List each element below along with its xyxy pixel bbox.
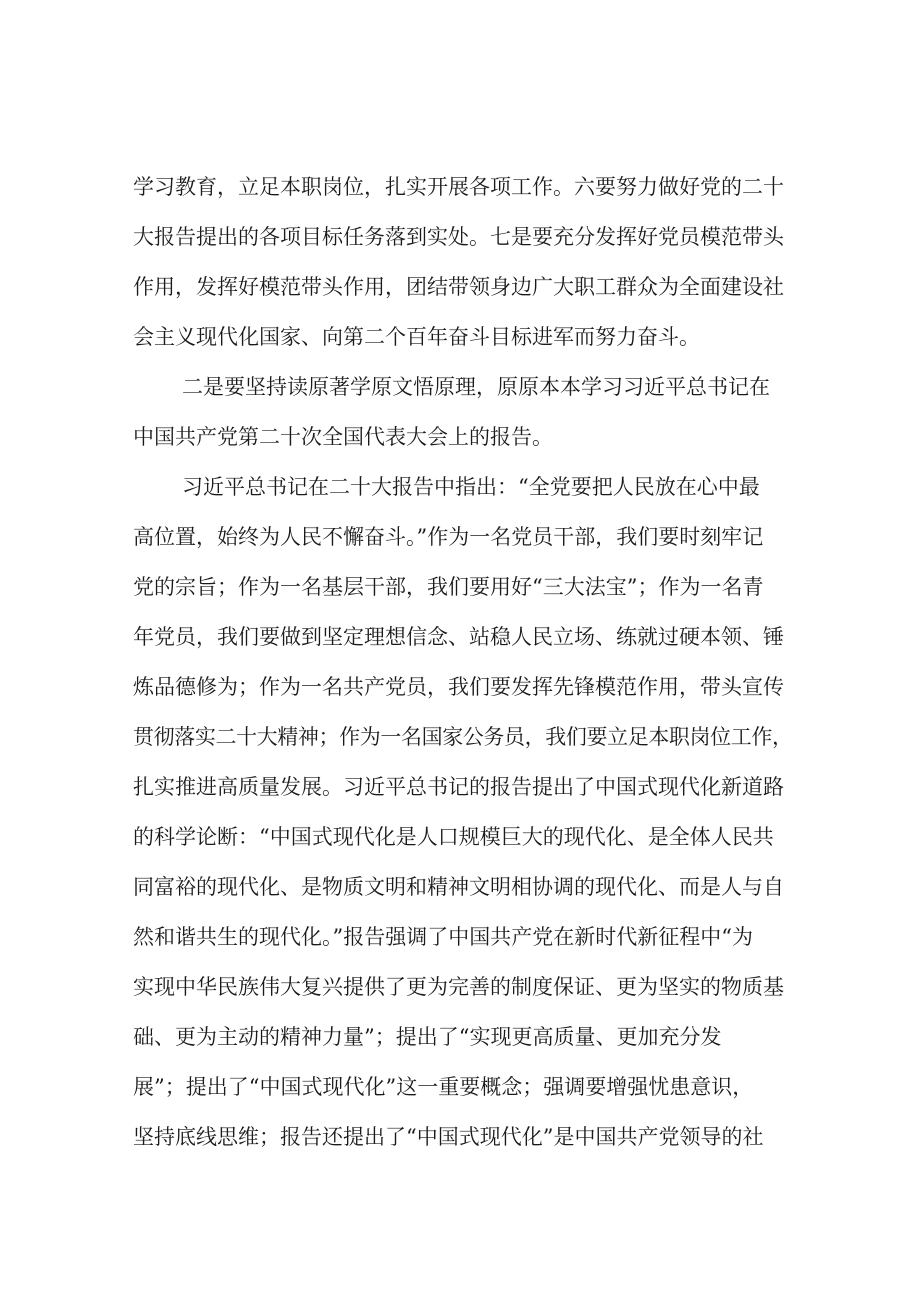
text-line: 同富裕的现代化、是物质文明和精神文明相协调的现代化、而是人与自 xyxy=(133,875,784,899)
text-line: 炼品德修为；作为一名共产党员，我们要发挥先锋模范作用，带头宣传 xyxy=(133,675,784,699)
text-line: 会主义现代化国家、向第二个百年奋斗目标进军而努力奋斗。 xyxy=(133,325,700,349)
text-line: 展”；提出了“中国式现代化”这一重要概念；强调要增强忧患意识， xyxy=(133,1075,754,1099)
text-line: 然和谐共生的现代化。”报告强调了中国共产党在新时代新征程中“为 xyxy=(133,925,753,949)
text-line: 的科学论断：“中国式现代化是人口规模巨大的现代化、是全体人民共 xyxy=(133,825,774,849)
text-line: 学习教育，立足本职岗位，扎实开展各项工作。六要努力做好党的二十 xyxy=(133,175,784,199)
text-line: 作用，发挥好模范带头作用，团结带领身边广大职工群众为全面建设社 xyxy=(133,275,784,299)
text-line: 二是要坚持读原著学原文悟原理，原原本本学习习近平总书记在 xyxy=(182,375,770,399)
text-line: 中国共产党第二十次全国代表大会上的报告。 xyxy=(133,425,553,449)
text-line: 高位置，始终为人民不懈奋斗。”作为一名党员干部，我们要时刻牢记 xyxy=(133,525,764,549)
text-line: 坚持底线思维；报告还提出了“中国式现代化”是中国共产党领导的社 xyxy=(133,1125,764,1149)
text-line: 习近平总书记在二十大报告中指出：“全党要把人民放在心中最 xyxy=(182,475,760,499)
text-line: 大报告提出的各项目标任务落到实处。七是要充分发挥好党员模范带头 xyxy=(133,225,784,249)
text-line: 扎实推进高质量发展。习近平总书记的报告提出了中国式现代化新道路 xyxy=(133,775,784,799)
text-line: 贯彻落实二十大精神；作为一名国家公务员，我们要立足本职岗位工作， xyxy=(133,725,793,749)
text-line: 年党员，我们要做到坚定理想信念、站稳人民立场、练就过硬本领、锤 xyxy=(133,625,784,649)
text-line: 党的宗旨；作为一名基层干部，我们要用好“三大法宝”；作为一名青 xyxy=(133,575,764,599)
text-line: 础、更为主动的精神力量”；提出了“实现更高质量、更加充分发 xyxy=(133,1025,722,1049)
text-line: 实现中华民族伟大复兴提供了更为完善的制度保证、更为坚实的物质基 xyxy=(133,975,784,999)
